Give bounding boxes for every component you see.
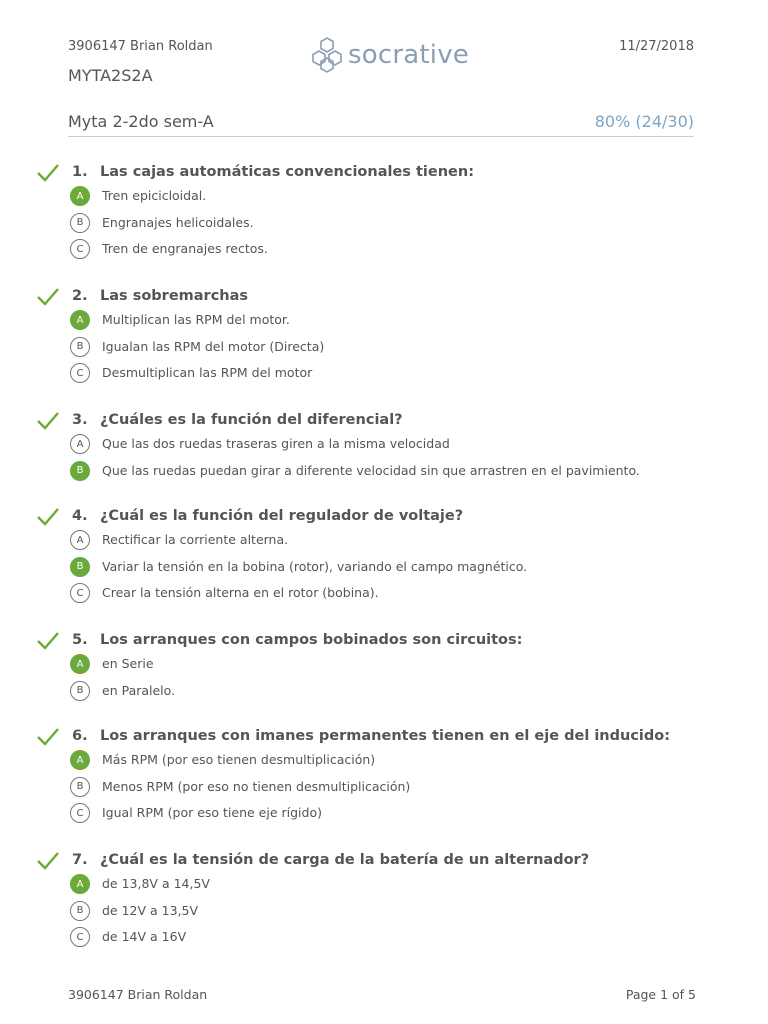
answer-text: en Serie xyxy=(102,656,154,671)
answer-text: Tren epicicloidal. xyxy=(102,188,207,203)
question-label: Los arranques con imanes permanentes tienen en el eje del inducido: xyxy=(100,728,671,744)
question-number: 5. xyxy=(72,632,88,648)
answer-option xyxy=(70,583,527,610)
answer-bubble: C xyxy=(70,239,90,259)
answer-bubble: C xyxy=(70,803,90,823)
answer-bubble: B xyxy=(70,681,90,701)
question-number: 3. xyxy=(72,412,88,428)
answer-option xyxy=(70,557,527,584)
answer-text: Igualan las RPM del motor (Directa) xyxy=(102,338,325,354)
answer-text: Igual RPM (por eso tiene eje rígido) xyxy=(102,805,322,820)
question-label: ¿Cuáles es la función del diferencial? xyxy=(100,412,403,428)
checkmark-icon xyxy=(36,506,60,528)
answer-text: de 14V a 16V xyxy=(102,929,187,944)
answer-bubble: B xyxy=(70,337,90,357)
checkmark-icon xyxy=(36,286,60,308)
question-label: ¿Cuál es la función del regulador de voltaje? xyxy=(100,508,464,524)
answer-option xyxy=(70,337,324,364)
question-label: Las sobremarchas xyxy=(100,288,249,304)
answer-option xyxy=(70,186,268,213)
answer-option xyxy=(70,530,527,557)
question-number: 1. xyxy=(72,164,88,180)
answer-bubble: C xyxy=(70,583,90,603)
answer-text: en Paralelo. xyxy=(102,682,176,698)
answer-text: Variar la tensión en la bobina (rotor), variando el campo magnético. xyxy=(102,558,528,574)
selected-answer-bubble: A xyxy=(70,186,90,206)
question-number: 7. xyxy=(72,852,88,868)
answer-text: Más RPM (por eso tienen desmultiplicación) xyxy=(102,752,376,767)
checkmark-icon xyxy=(36,726,60,748)
answer-text: Menos RPM (por eso no tienen desmultiplicación) xyxy=(102,778,411,794)
question-number: 4. xyxy=(72,508,88,524)
quiz-title-row xyxy=(68,112,694,137)
answer-list xyxy=(70,750,410,830)
answer-text: Multiplican las RPM del motor. xyxy=(102,312,290,327)
question-text xyxy=(72,850,589,870)
answer-text: Crear la tensión alterna en el rotor (bobina). xyxy=(102,585,379,600)
answer-text: Tren de engranajes rectos. xyxy=(102,241,268,256)
selected-answer-bubble: A xyxy=(70,654,90,674)
header-left xyxy=(68,38,213,86)
answer-text: Que las ruedas puedan girar a diferente velocidad sin que arrastren en el pavimiento. xyxy=(102,462,640,478)
answer-text: de 13,8V a 14,5V xyxy=(102,876,210,891)
question-label: ¿Cuál es la tensión de carga de la batería de un alternador? xyxy=(100,852,590,868)
answer-bubble: B xyxy=(70,901,90,921)
answer-option xyxy=(70,803,410,830)
student-name: 3906147 Brian Roldan xyxy=(68,39,213,54)
answer-list xyxy=(70,874,210,954)
selected-answer-bubble: B xyxy=(70,557,90,577)
checkmark-icon xyxy=(36,162,60,184)
answer-list xyxy=(70,654,175,707)
answer-option xyxy=(70,213,268,240)
quiz-name: Myta 2-2do sem-A xyxy=(68,112,214,131)
question-number: 6. xyxy=(72,728,88,744)
question-text xyxy=(72,162,474,182)
room-name: MYTA2S2A xyxy=(68,66,153,85)
answer-option xyxy=(70,363,324,390)
answer-option xyxy=(70,901,210,928)
question-label: Las cajas automáticas convencionales tienen: xyxy=(100,164,474,180)
answer-option xyxy=(70,927,210,954)
selected-answer-bubble: A xyxy=(70,310,90,330)
answer-text: Rectificar la corriente alterna. xyxy=(102,532,289,547)
question-text xyxy=(72,630,522,650)
answer-list xyxy=(70,186,268,266)
answer-list xyxy=(70,310,324,390)
checkmark-icon xyxy=(36,850,60,872)
answer-bubble: C xyxy=(70,363,90,383)
answer-option xyxy=(70,654,175,681)
hexagon-logo-icon xyxy=(310,36,344,74)
answer-option xyxy=(70,434,640,461)
logo-text: socrative xyxy=(348,40,469,70)
answer-option xyxy=(70,239,268,266)
report-date: 11/27/2018 xyxy=(619,39,694,54)
answer-bubble: A xyxy=(70,434,90,454)
answer-option xyxy=(70,750,410,777)
answer-list xyxy=(70,434,640,487)
answer-option xyxy=(70,310,324,337)
answer-bubble: B xyxy=(70,777,90,797)
question-text xyxy=(72,726,670,746)
selected-answer-bubble: A xyxy=(70,750,90,770)
answer-option xyxy=(70,461,640,488)
answer-bubble: C xyxy=(70,927,90,947)
answer-text: de 12V a 13,5V xyxy=(102,902,199,918)
answer-list xyxy=(70,530,527,610)
question-number: 2. xyxy=(72,288,88,304)
checkmark-icon xyxy=(36,630,60,652)
checkmark-icon xyxy=(36,410,60,432)
answer-option xyxy=(70,681,175,708)
answer-bubble: B xyxy=(70,213,90,233)
answer-text: Que las dos ruedas traseras giren a la misma velocidad xyxy=(102,436,450,451)
selected-answer-bubble: B xyxy=(70,461,90,481)
socrative-logo xyxy=(310,36,469,74)
answer-bubble: A xyxy=(70,530,90,550)
question-text xyxy=(72,410,403,430)
question-text xyxy=(72,506,463,526)
quiz-score: 80% (24/30) xyxy=(594,112,694,131)
selected-answer-bubble: A xyxy=(70,874,90,894)
question-label: Los arranques con campos bobinados son circuitos: xyxy=(100,632,523,648)
footer-student: 3906147 Brian Roldan xyxy=(68,987,208,1002)
answer-text: Engranajes helicoidales. xyxy=(102,214,254,230)
answer-option xyxy=(70,777,410,804)
page-number: Page 1 of 5 xyxy=(625,987,696,1002)
question-text xyxy=(72,286,248,306)
answer-text: Desmultiplican las RPM del motor xyxy=(102,365,313,380)
answer-option xyxy=(70,874,210,901)
